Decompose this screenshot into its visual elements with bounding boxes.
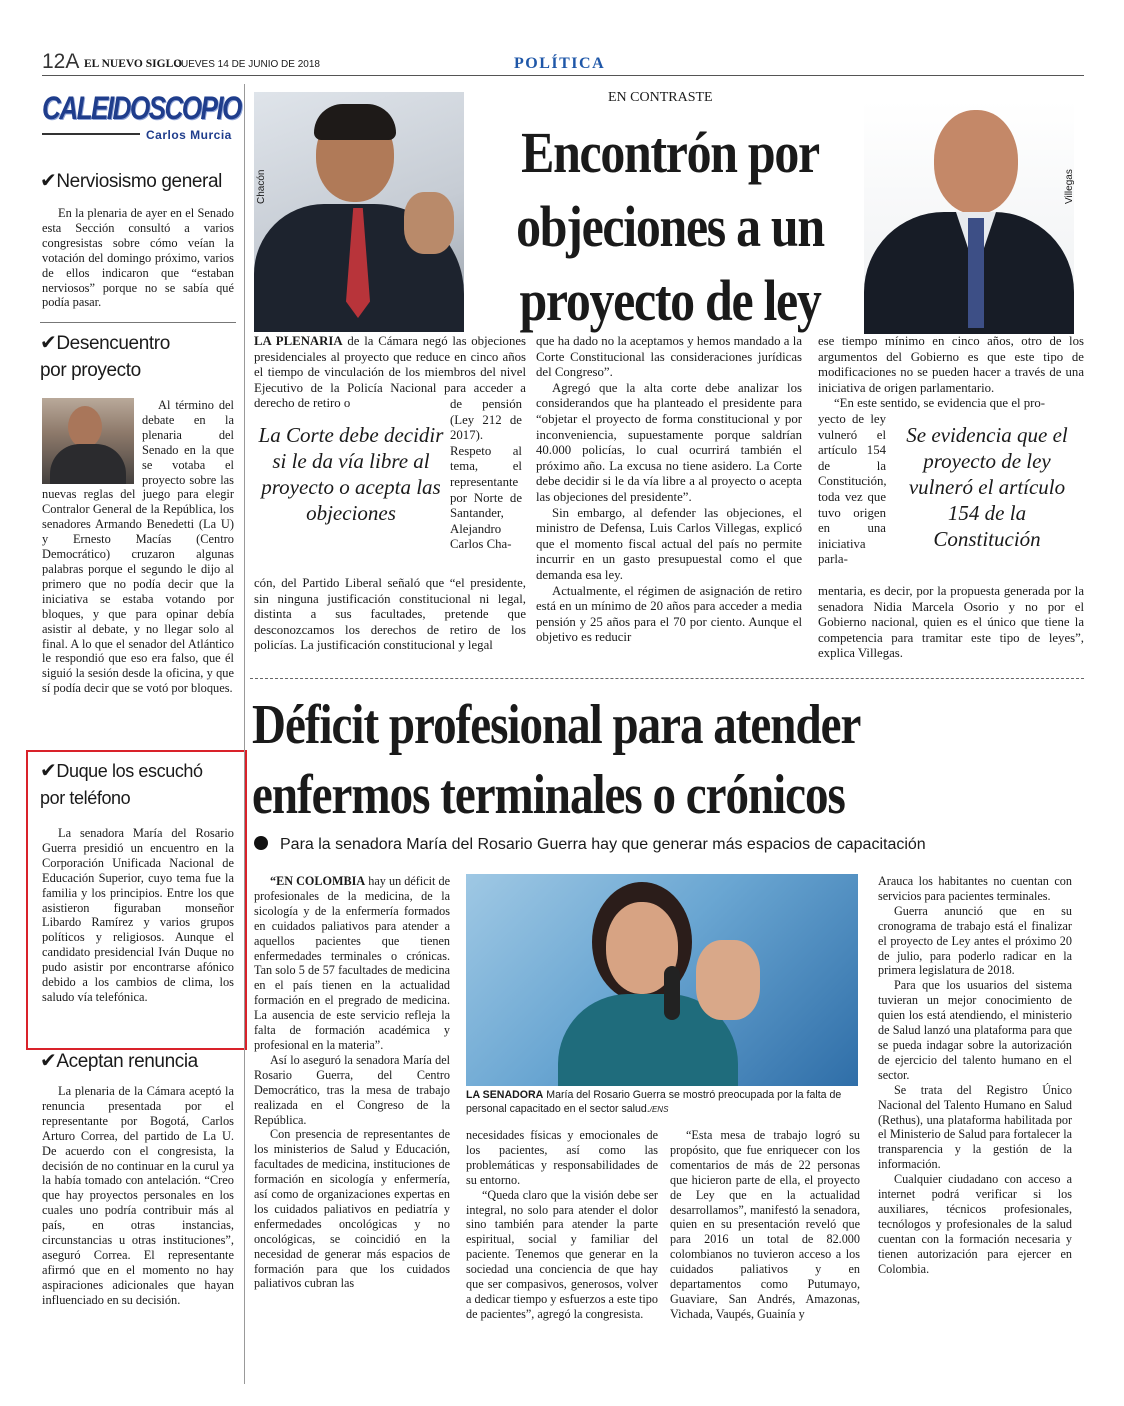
column-title-rule — [42, 133, 140, 135]
guerra-hand — [696, 940, 760, 1020]
check-icon: ✔ — [40, 760, 57, 782]
microphone-icon — [664, 966, 680, 1020]
check-icon: ✔ — [40, 332, 57, 354]
villegas-head — [934, 110, 1018, 214]
article1-col3-bottom: mentaria, es decir, por la propuesta generada por la senadora Nidia Marcela Osorio y no por el Gobierno nacional, quien es el único que tiene la competencia para tramitar este tipo de leyes”, explica Villegas. — [818, 584, 1084, 661]
article2-col1: “EN COLOMBIA hay un déficit de profesionales de la medicina, de la sicología y de la enfermería formados en cuidados paliativos para atender a aquellos pacientes que tienen enfermedades terminales o crónicas. Tan solo 5 de 57 facultades de medicina en el país tienen en la actualidad formación en el pregrado de medicina. La ausencia de este servicio refleja la falta de formación académica y profesional en la materia”. Así lo aseguró la senadora María del Rosario Guerra, del Centro Democrático, tras la mesa de trabajo realizada en el Congreso de la República. Con presencia de representantes de los ministerios de Salud y Educación, facultades de medicina, instituciones de formación en sicología y enfermería, así como de organizaciones expertas en los cuidados paliativos en pediatría y enfermedades oncológicas y no oncológicas, se coincidió en la necesidad de generar más espacios de formación para que los cuidados paliativos cubran las — [254, 874, 451, 1291]
article-deficit — [250, 684, 1090, 1394]
column-divider — [244, 84, 245, 1384]
bullet-icon — [254, 836, 268, 850]
article2-col3: “Esta mesa de trabajo logró su propósito, que fue enriquecer con los comentarios de más de 22 personas que hicieron parte de ella, el proyecto de Ley que en la actualidad desarrollamos”, manifestó la senadora, quien en su presentación reveló que para 2016 un total de 82.000 colombianos no tuvieron acceso a los cuidados paliativos y en departamentos como Putumayo, Guaviare, San Andrés, Amazonas, Vichada, Vaupés, Guainía y — [670, 1128, 860, 1321]
check-icon: ✔ — [40, 170, 57, 192]
column-author: Carlos Murcia — [146, 128, 232, 142]
item-body-renuncia: La plenaria de la Cámara aceptó la renuncia presentada por el representante por Bogotá, Carlos Arturo Correa, del partido de La U. De acuerdo con el congresista, la decisión de no continuar en la curul ya la había tomado con antelación. “Creo que hay proyectos personales en los cuales uno podría contribuir más al país, en otras instancias, circunstancias u otras instituciones”, aseguró Correa. El representante afirmó que en el momento no hay aspiraciones adicionales que hayan influenciado en su decisión. — [42, 1084, 234, 1307]
article-encontron — [250, 82, 1090, 682]
photo-villegas — [864, 100, 1074, 334]
article1-col1-bottom: cón, del Partido Liberal señaló que “el presidente, sin ninguna justificación constitucional ni legal, distinta a sus facultades, pretende que desconozcamos los derechos de retiro de los policías. La justificación constitucional y legal — [254, 576, 526, 653]
article2-col4: Arauca los habitantes no cuentan con servicios para pacientes terminales. Guerra anunció que en su cronograma de trabajo está el finalizar el proyecto de Ley antes el próximo 20 de julio, para poderlo radicar en la primera legislatura de 2018. Para que los usuarios del sistema tuvieran un mejor conocimiento de quien los está atendiendo, el ministerio de Salud lanzó una plataforma para que se pueda indagar sobre la autorización de ejercicio del talento humano en el sector. Se trata del Registro Único Nacional del Talento Humano en Salud (Rethus), una plataforma habilitada por el Ministerio de Salud para fortalecer la transparencia y la gestión de la información. Cualquier ciudadano con acceso a internet podrá verificar si los auxiliares, técnicos profesionales, tecnólogos y profesionales de la salud cuentan con la formación necesaria y tienen autorización para ejercer en Colombia. — [878, 874, 1072, 1276]
item-body-nerviosismo: En la plenaria de ayer en el Senado esta Sección consultó a varios congresistas sobre cómo veían la votación del domingo próximo, varios de ellos indicaron que “estaban nerviosos” porque no se sabía qué podía pasar. — [42, 206, 234, 310]
photo-label-chacon: Chacón — [256, 169, 267, 204]
item-divider — [40, 322, 236, 323]
article-separator — [250, 678, 1084, 679]
page-number: 12A — [42, 50, 80, 73]
item-body-duque: La senadora María del Rosario Guerra presidió un encuentro en la Corporación Unificada Nacional de Educación Superior, cuyo tema fue la familia y los principios. Entre los que asistieron figuraban monseñor Libardo Ramírez y varios grupos políticos y religiosos. Aunque el candidato presidencial Iván Duque no pudo asistir por encontrarse afónico debido a los cambios de clima, los saludo vía telefónica. — [42, 826, 234, 1004]
article1-col2: que ha dado no la aceptamos y hemos mandado a la Corte Constitucional las consideraciones jurídicas del Congreso”. Agregó que la alta corte debe analizar los considerandos que ha planteado el presidente para “objetar el proyecto de forma constitucional y por inconveniencia, supuestamente porque saldrían 40.000 policías, lo cual ocurrirá también el próximo año. La excusa no tiene asidero. La Corte debe decidir si le da vía libre a al proyecto o acepta las objeciones del presidente”. Sin embargo, al defender las objeciones, el ministro de Defensa, Luis Carlos Villegas, explicó que el momento fiscal actual del país no permite incurrir en un gasto presupuestal como el que demanda esa ley. Actualmente, el régimen de asignación de retiro está en un mínimo de 20 años para acceder a media pensión y 25 años para el 70 por ciento. Aunque el objetivo es reducir — [536, 334, 802, 645]
article1-col3-side: yecto de ley vulneró el artículo 154 de la Constitución, toda vez que tuvo origen en una iniciativa parla- — [818, 412, 887, 567]
photo-caption: LA SENADORA María del Rosario Guerra se mostró preocupada por la falta de personal capacitado en el sector salud./ENS — [466, 1089, 842, 1115]
chacon-hair — [314, 104, 396, 140]
item-title-duque: ✔Duque los escuchó por teléfono — [40, 760, 203, 808]
item-title-nerviosismo: ✔Nerviosismo general — [40, 170, 222, 192]
benedetti-photo — [42, 398, 134, 484]
item-body-desencuentro: Al término del debate en la plenaria del Senado en la que se votaba el proyecto sobre las nuevas reglas del juego para elegir Contralor General de la República, los senadores Armando Benedetti (La U) y Ernesto Macías (Centro Democrático) cruzaron algunas palabras porque el segundo le dijo al primero que no podía decir que la iniciativa se estaba votando por bloques, y que para opinar debía asistir al debate, y no llegar solo al final. A lo que el senador del Atlántico le respondió que eso era falso, que él siguió la sesión desde la oficina, y que sí podía decir que se votó por bloques. — [42, 398, 234, 696]
article1-col3: ese tiempo mínimo en cinco años, otro de los argumentos del Gobierno es que este tipo de modificaciones no se pueden hacer a través de una iniciativa de origen parlamentario. “En este sentido, se evidencia que el pro- — [818, 334, 1084, 411]
portrait-head — [68, 406, 102, 448]
newspaper-name: EL NUEVO SIGLO — [84, 58, 183, 70]
article2-col2: necesidades físicas y emocionales de los pacientes, así como las problemáticas y responsabilidades de su entorno. “Queda claro que la visión debe ser integral, no solo para atender el dolor sino también para atender la parte espiritual, social y familiar del paciente. Tenemos que generar en la sociedad una conciencia de que hay que ser compasivos, generosos, volver a dedicar tiempo y esfuerzos a este tipo de pacientes”, agregó la congresista. — [466, 1128, 658, 1321]
article1-kicker: EN CONTRASTE — [608, 90, 713, 105]
article1-col1: LA PLENARIA de la Cámara negó las objeciones presidenciales al proyecto que reduce en cinco años el tiempo de vinculación de los miembros del nivel Ejecutivo de la Policía Nacional para acceder a derecho de retiro o — [254, 334, 527, 411]
check-icon: ✔ — [40, 1050, 57, 1072]
column-title: CALEIDOSCOPIO — [42, 90, 241, 126]
photo-chacon — [254, 92, 464, 332]
villegas-tie — [968, 218, 984, 328]
photo-guerra — [466, 874, 858, 1086]
article1-headline: Encontrón por objeciones a un proyecto de ley — [516, 120, 824, 333]
photo-label-villegas: Villegas — [1064, 169, 1075, 204]
item-title-renuncia: ✔Aceptan renuncia — [40, 1050, 198, 1072]
article2-headline: Déficit profesional para atender enfermos terminales o crónicos — [252, 694, 861, 826]
pull-quote-corte: La Corte debe decidir si le da vía libre al proyecto o acepta las objeciones — [258, 423, 444, 525]
chacon-hand — [404, 192, 454, 254]
section-name: POLÍTICA — [514, 55, 606, 72]
article2-subheadline: Para la senadora María del Rosario Guerra hay que generar más espacios de capacitación — [254, 836, 926, 854]
pull-quote-evidencia: Se evidencia que el proyecto de ley vulneró el artículo 154 de la Constitución — [906, 423, 1068, 551]
page-date: JUEVES 14 DE JUNIO DE 2018 — [176, 59, 320, 70]
portrait-body — [50, 444, 126, 484]
column-caleidoscopio — [40, 82, 241, 1392]
page-header — [0, 0, 1124, 80]
article1-col1-side: de pensión (Ley 212 de 2017). Respeto al tema, el representante por Norte de Santander, Alejandro Carlos Cha- — [450, 397, 522, 552]
item-title-desencuentro: ✔Desencuentro por proyecto — [40, 332, 170, 381]
header-rule — [42, 75, 1084, 76]
